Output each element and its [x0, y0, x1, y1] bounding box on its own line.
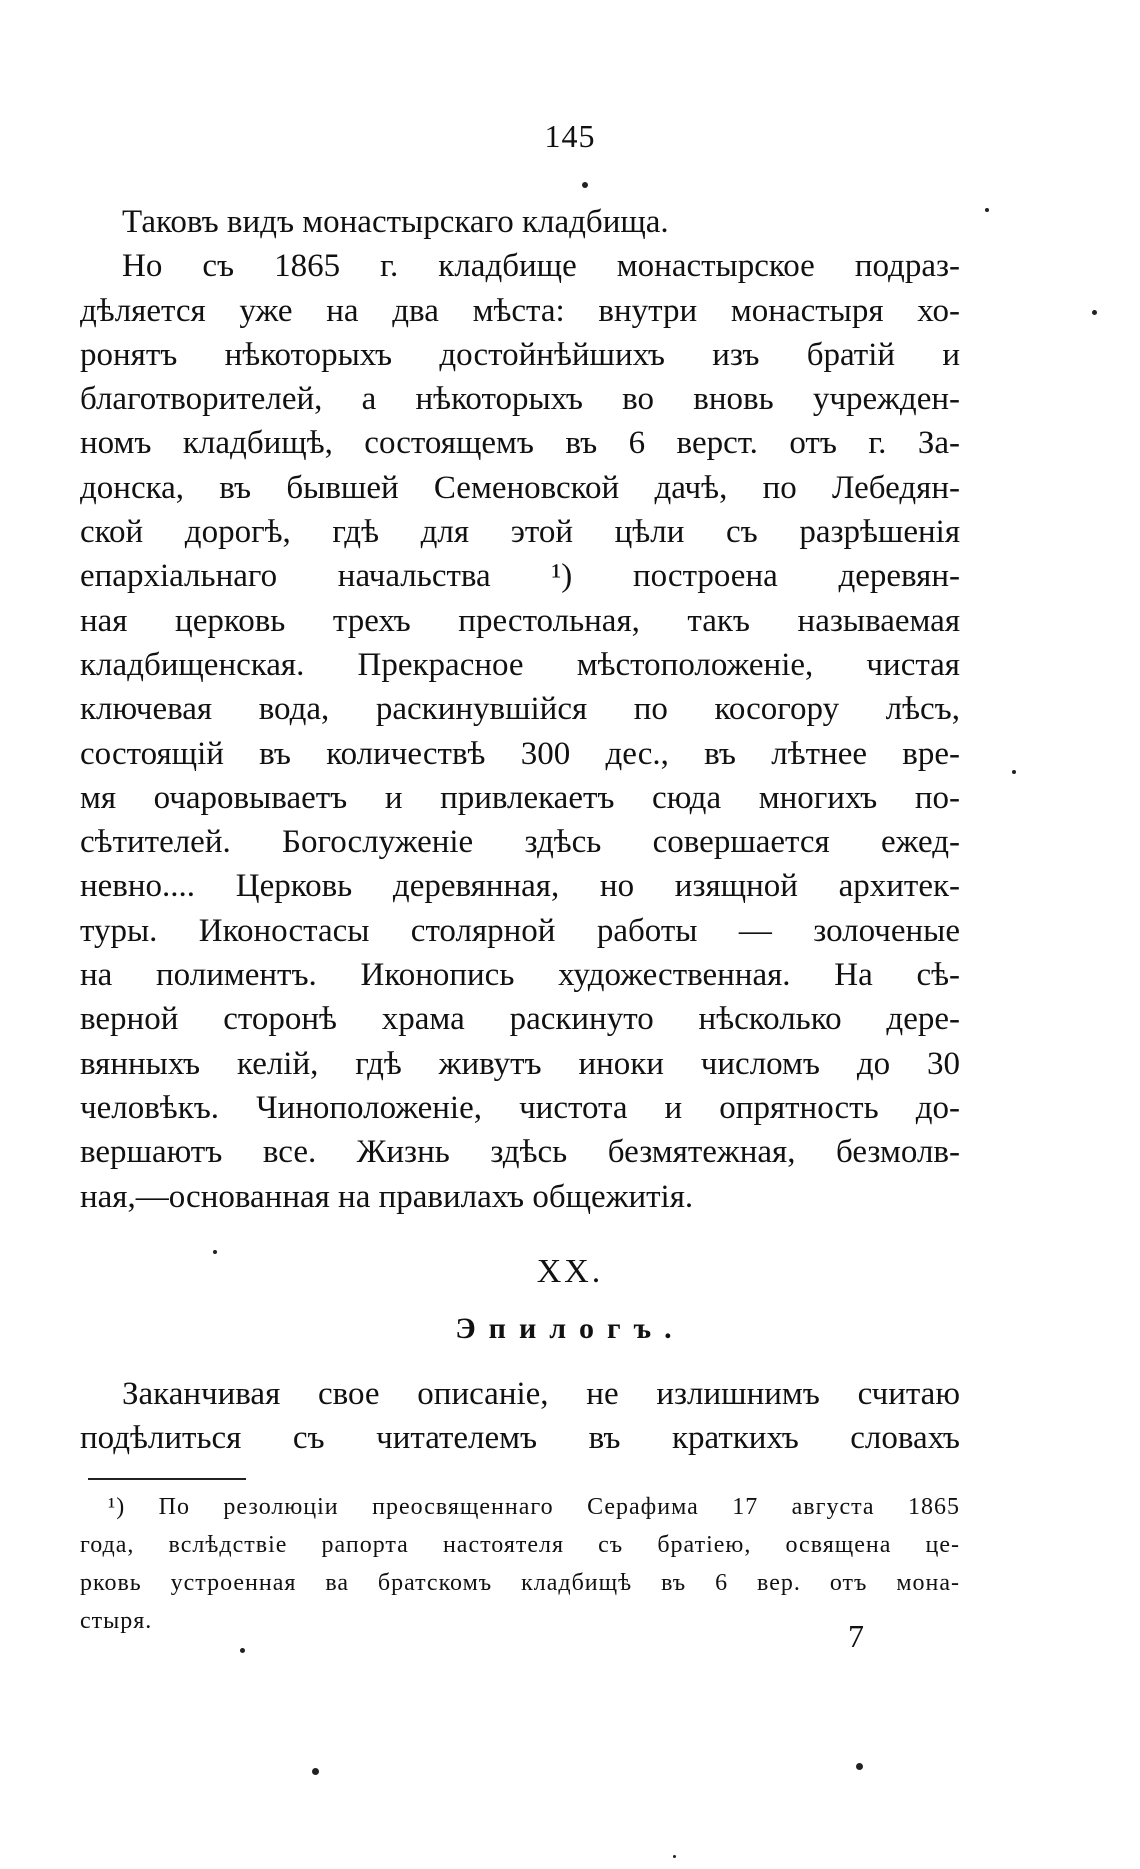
text-line: верной сторонѣ храма раскинуто нѣсколько дере-	[80, 1001, 960, 1038]
text-line: благотворителей, а нѣкоторыхъ во вновь учрежден-	[80, 381, 960, 418]
text-line: ской дорогѣ, гдѣ для этой цѣли съ разрѣшенія	[80, 514, 960, 551]
footnote-line: ¹) По резолюціи преосвященнаго Серафима 17 августа 1865	[108, 1494, 960, 1520]
footnote-divider	[88, 1478, 246, 1480]
text-line: ная,—основанная на правилахъ общежитія.	[80, 1178, 694, 1215]
section-number: XX.	[536, 1253, 604, 1290]
text-line: человѣкъ. Чиноположеніе, чистота и опрятность до-	[80, 1089, 960, 1126]
text-line: туры. Иконостасы столярной работы — золоченые	[80, 912, 960, 949]
epilogue-paragraph	[80, 1372, 960, 1461]
text-line: Таковъ видъ монастырскаго кладбища.	[122, 204, 669, 240]
text-line: Но съ 1865 г. кладбище монастырское подраз-	[122, 248, 960, 285]
text-line: мя очаровываетъ и привлекаетъ сюда многихъ по-	[80, 779, 960, 816]
footnote-line: стыря.	[80, 1608, 153, 1634]
footnote	[80, 1488, 960, 1640]
text-line: епархіальнаго начальства ¹) построена деревян-	[80, 558, 960, 595]
scan-speck	[213, 1250, 217, 1254]
text-line: Заканчивая свое описаніе, не излишнимъ считаю	[122, 1376, 960, 1412]
scan-speck	[312, 1768, 319, 1775]
scan-speck	[582, 182, 588, 188]
text-line: вершаютъ все. Жизнь здѣсь безмятежная, безмолв-	[80, 1134, 960, 1171]
scan-speck	[240, 1648, 245, 1653]
text-line: ная церковь трехъ престольная, такъ называемая	[80, 602, 960, 639]
text-line: ключевая вода, раскинувшійся по косогору лѣсъ,	[80, 691, 960, 728]
scan-speck	[856, 1763, 863, 1770]
text-line: дѣляется уже на два мѣста: внутри монастыря хо-	[80, 292, 960, 329]
text-line: вянныхъ келій, гдѣ живутъ иноки числомъ до 30	[80, 1045, 960, 1082]
text-line: кладбищенская. Прекрасное мѣстоположеніе, чистая	[80, 646, 960, 683]
page-number: 145	[544, 118, 596, 154]
text-line: номъ кладбищѣ, состоящемъ въ 6 верст. отъ г. За-	[80, 425, 960, 462]
scan-speck	[985, 208, 989, 212]
scan-speck	[673, 1855, 676, 1858]
text-line: невно.... Церковь деревянная, но изящной архитек-	[80, 868, 960, 905]
text-line: донска, въ бывшей Семеновской дачѣ, по Лебедян-	[80, 469, 960, 506]
footnote-line: рковь устроенная ва братскомъ кладбищѣ въ 6 вер. отъ мона-	[80, 1570, 960, 1596]
scan-speck	[1012, 770, 1016, 774]
footnote-line: года, вслѣдствіе рапорта настоятеля съ братіею, освящена це-	[80, 1532, 960, 1558]
section-title: Эпилогъ.	[455, 1312, 685, 1345]
text-line: ронятъ нѣкоторыхъ достойнѣйшихъ изъ братій и	[80, 336, 960, 373]
text-line: на полиментъ. Иконопись художественная. На сѣ-	[80, 957, 960, 994]
scan-speck	[1092, 310, 1097, 315]
signature-mark: 7	[848, 1618, 864, 1654]
text-line: сѣтителей. Богослуженіе здѣсь совершается ежед-	[80, 824, 960, 861]
main-paragraphs	[80, 200, 960, 1219]
text-line: подѣлиться съ читателемъ въ краткихъ словахъ	[80, 1420, 960, 1457]
text-line: состоящій въ количествѣ 300 дес., въ лѣтнее вре-	[80, 735, 960, 772]
